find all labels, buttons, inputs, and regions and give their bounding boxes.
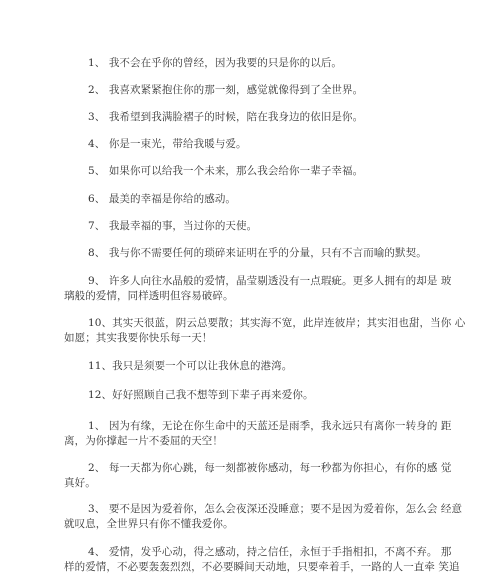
list-item: 1、 我不会在乎你的曾经，因为我要的只是你的以后。 (88, 57, 343, 69)
list-item: 3、 要不是因为爱着你，怎么会夜深还没睡意；要不是因为爱着你，怎么会 经意 (88, 503, 463, 515)
list-item-continuation: 样的爱情，不必要轰轰烈烈，不必要瞬间天动地，只要牵着手，一路的人一直牵 笑追 (64, 561, 460, 573)
list-item: 8、 我与你不需要任何的琐碎来证明在乎的分量，只有不言而喻的默契。 (88, 247, 427, 259)
list-item: 7、 我最幸福的事，当过你的天使。 (88, 220, 258, 232)
list-item-continuation: 璃般的爱情，同样透明但容易破碎。 (64, 290, 234, 302)
list-item: 11、我只是须要一个可以让我休息的港湾。 (88, 360, 293, 372)
list-item: 10、其实天很蓝，阴云总要散；其实海不宽，此岸连彼岸；其实泪也甜，当你 心 (88, 317, 466, 329)
list-item: 3、 我希望到我满脸褶子的时候，陪在我身边的依旧是你。 (88, 111, 364, 123)
list-item-continuation: 就叹息，全世界只有你不懂我爱你。 (64, 518, 234, 530)
list-item: 4、 你是一束光，带给我暖与爱。 (88, 138, 247, 150)
list-item: 2、 我喜欢紧紧抱住你的那一刻，感觉就像得到了全世界。 (88, 84, 364, 96)
list-item: 9、 许多人向往水晶般的爱情，晶莹剔透没有一点瑕疵。更多人拥有的却是 玻 (88, 275, 452, 287)
list-item: 4、 爱情，发乎心动，得之感动，持之信任，永恒于手指相扣，不离不弃。 那 (88, 546, 452, 558)
list-item-continuation: 真好。 (64, 477, 96, 489)
list-item-continuation: 如愿；其实我要你快乐每一天！ (64, 332, 213, 344)
list-item: 1、 因为有缘，无论在你生命中的天蓝还是雨季，我永远只有离你一转身的 距 (88, 420, 452, 432)
list-item: 12、好好照顾自己我不想等到下辈子再来爱你。 (88, 389, 314, 401)
list-item-continuation: 离，为你撑起一片不委屈的天空！ (64, 435, 223, 447)
list-item: 6、 最美的幸福是你给的感动。 (88, 193, 237, 205)
list-item: 2、 每一天都为你心跳，每一刻都被你感动，每一秒都为你担心，有你的感 觉 (88, 462, 452, 474)
list-item: 5、 如果你可以给我一个未来，那么我会给你一辈子幸福。 (88, 165, 364, 177)
